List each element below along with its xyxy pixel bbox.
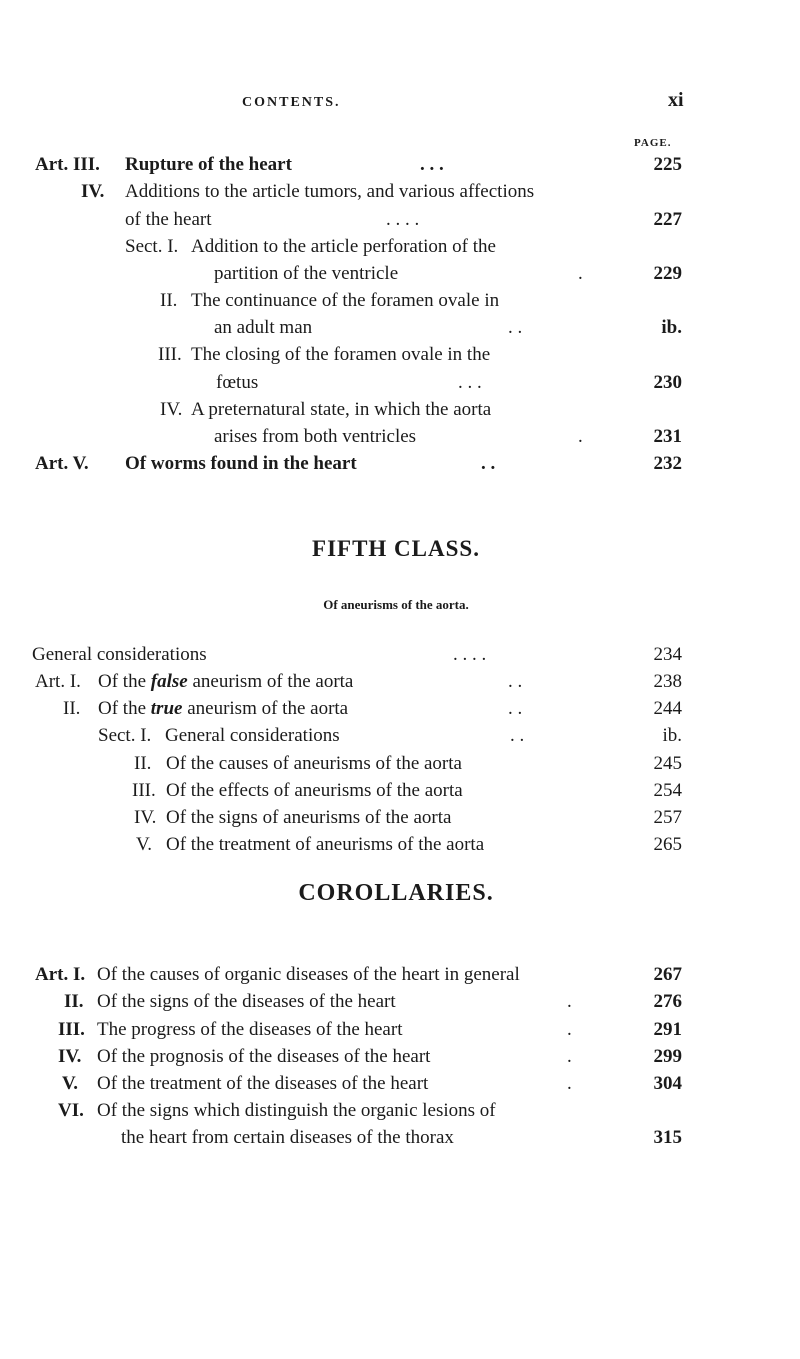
leader-dots: .	[567, 1046, 572, 1067]
page-number: xi	[668, 89, 684, 111]
entry-text: partition of the ventricle	[214, 263, 399, 284]
leader-dots: . . . .	[453, 644, 487, 665]
entry-page: 229	[653, 263, 682, 284]
corollaries-heading: COROLLARIES.	[298, 880, 494, 906]
leader-dots: . .	[481, 453, 496, 474]
page-column-label: PAGE.	[634, 137, 672, 149]
entry-page: 291	[653, 1019, 682, 1040]
entry-page: 231	[653, 426, 682, 447]
article-number: Art. V.	[35, 453, 89, 474]
article-number: IV.	[81, 181, 105, 202]
entry-text: Of the prognosis of the diseases of the heart	[97, 1046, 431, 1067]
entry-text: Of the causes of aneurisms of the aorta	[166, 753, 462, 774]
leader-dots: . .	[508, 317, 523, 338]
article-number: VI.	[58, 1100, 84, 1121]
section-number: Sect. I.	[98, 725, 152, 746]
entry-text: the heart from certain diseases of the thorax	[121, 1127, 454, 1148]
leader-dots: . . .	[458, 372, 482, 393]
leader-dots: .	[567, 1073, 572, 1094]
entry-text: Of worms found in the heart	[125, 453, 357, 474]
entry-text-post: aneurism of the aorta	[182, 698, 349, 719]
entry-text: Additions to the article tumors, and various affections	[125, 181, 535, 202]
entry-page: 227	[653, 209, 682, 230]
article-number: Art. III.	[35, 154, 100, 175]
running-header	[0, 89, 800, 125]
entry-text	[98, 697, 348, 721]
section-number: III.	[158, 344, 182, 365]
entry-text: fœtus	[216, 372, 259, 393]
entry-text-post: aneurism of the aorta	[187, 671, 354, 692]
entry-page: 265	[653, 834, 682, 855]
section-number: IV.	[134, 807, 157, 828]
entry-text: Of the causes of organic diseases of the heart in general	[97, 964, 520, 985]
entry-text: General considerations	[32, 644, 207, 665]
entry-page: 315	[653, 1127, 682, 1148]
entry-text: Of the treatment of the diseases of the heart	[97, 1073, 429, 1094]
section-number: Sect. I.	[125, 236, 179, 257]
entry-page: 245	[653, 753, 682, 774]
article-number: Art. I.	[35, 671, 81, 692]
entry-page: 257	[653, 807, 682, 828]
section-number: II.	[134, 753, 152, 774]
header-title: CONTENTS.	[242, 95, 341, 110]
leader-dots: . . . .	[386, 209, 420, 230]
entry-page: 299	[653, 1046, 682, 1067]
entry-page: 234	[653, 644, 682, 665]
section-number: III.	[132, 780, 156, 801]
entry-text: The closing of the foramen ovale in the	[191, 344, 491, 365]
section-number: II.	[160, 290, 178, 311]
entry-text-pre: Of the	[98, 698, 151, 719]
article-number: II.	[64, 991, 84, 1012]
entry-page: 254	[653, 780, 682, 801]
entry-page: 276	[653, 991, 682, 1012]
entry-text: Of the signs of aneurisms of the aorta	[166, 807, 452, 828]
entry-text: Rupture of the heart	[125, 154, 292, 175]
entry-page: 238	[653, 671, 682, 692]
entry-text: Of the signs which distinguish the organic lesions of	[97, 1100, 496, 1121]
leader-dots: .	[567, 1019, 572, 1040]
fifth-class-subtitle: Of aneurisms of the aorta.	[323, 597, 469, 612]
entry-page: 244	[653, 698, 682, 719]
section-number: V.	[136, 834, 153, 855]
entry-text-emphasis: true	[150, 698, 183, 719]
fifth-class-heading: FIFTH CLASS.	[312, 536, 480, 561]
leader-dots: . .	[510, 725, 525, 746]
entry-page: ib.	[661, 317, 682, 338]
entry-text: Of the signs of the diseases of the heart	[97, 991, 396, 1012]
entry-page: 230	[653, 372, 682, 393]
leader-dots: . .	[508, 698, 523, 719]
leader-dots: .	[567, 991, 572, 1012]
entry-text: The continuance of the foramen ovale in	[191, 290, 500, 311]
article-number: IV.	[58, 1046, 82, 1067]
leader-dots: . . .	[420, 154, 444, 175]
leader-dots: .	[578, 263, 583, 284]
leader-dots: . .	[508, 671, 523, 692]
article-number: II.	[63, 698, 81, 719]
entry-page: 304	[653, 1073, 682, 1094]
leader-dots: .	[578, 426, 583, 447]
entry-page: ib.	[662, 725, 682, 746]
entry-text-pre: Of the	[98, 671, 151, 692]
entry-text: A preternatural state, in which the aorta	[191, 399, 492, 420]
entry-text: of the heart	[125, 209, 212, 230]
entry-text: Addition to the article perforation of the	[191, 236, 496, 257]
article-number: V.	[62, 1073, 79, 1094]
article-number: III.	[58, 1019, 85, 1040]
entry-page: 267	[653, 964, 682, 985]
entry-text: Of the treatment of aneurisms of the aorta	[166, 834, 485, 855]
article-number: Art. I.	[35, 964, 86, 985]
entry-text: Of the effects of aneurisms of the aorta	[166, 780, 463, 801]
entry-page: 225	[653, 154, 682, 175]
entry-text	[98, 670, 353, 694]
entry-text: arises from both ventricles	[214, 426, 417, 447]
section-number: IV.	[160, 399, 183, 420]
entry-text: an adult man	[214, 317, 313, 338]
entry-text: General considerations	[165, 725, 340, 746]
entry-text-emphasis: false	[150, 671, 188, 692]
entry-page: 232	[653, 453, 682, 474]
entry-text: The progress of the diseases of the heart	[97, 1019, 403, 1040]
